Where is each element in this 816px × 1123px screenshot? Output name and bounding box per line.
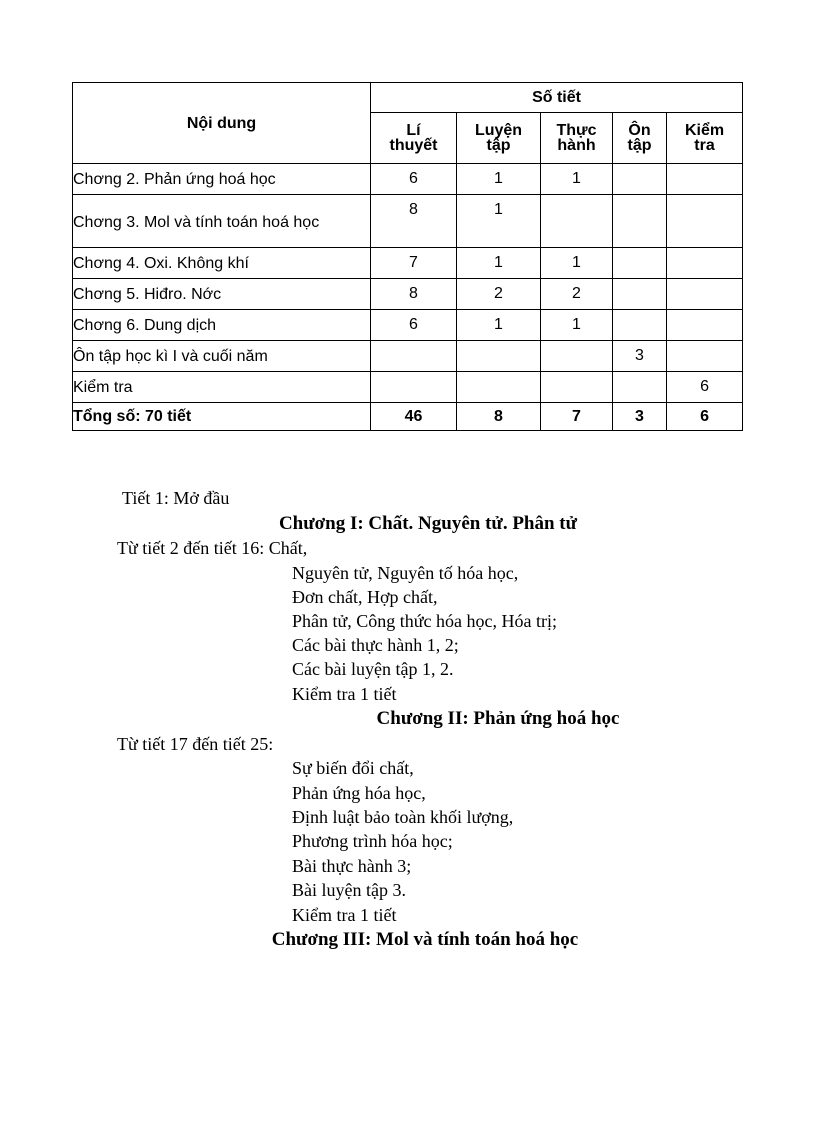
header-lab: Thực hành [541, 113, 613, 164]
cell-value: 1 [457, 164, 541, 195]
cell-value [667, 248, 743, 279]
total-value: 8 [457, 403, 541, 431]
cell-value [541, 341, 613, 372]
chapter-title: Chương II: Phản ứng hoá học [376, 708, 620, 729]
cell-value [613, 164, 667, 195]
cell-value [667, 195, 743, 248]
outline-item: Phản ứng hóa học, [292, 783, 426, 803]
table-row [73, 164, 743, 195]
cell-value: 6 [371, 310, 457, 341]
cell-value [613, 372, 667, 403]
outline-item: Bài luyện tập 3. [292, 880, 406, 900]
cell-value [457, 372, 541, 403]
chapter-title: Chương I: Chất. Nguyên tử. Phân tử [278, 513, 578, 534]
table-row [73, 372, 743, 403]
period-range: Từ tiết 17 đến tiết 25: [117, 734, 274, 754]
cell-value [541, 195, 613, 248]
header-content: Nội dung [73, 83, 371, 164]
cell-value: 8 [371, 195, 457, 248]
intro-line: Tiết 1: Mở đầu [122, 488, 230, 508]
cell-value [667, 341, 743, 372]
cell-value: 1 [541, 310, 613, 341]
cell-value: 1 [541, 248, 613, 279]
outline-item: Các bài thực hành 1, 2; [292, 635, 459, 655]
row-name: Ôn tập học kì I và cuối năm [73, 341, 371, 372]
cell-value [613, 195, 667, 248]
chapter-title: Chương III: Mol và tính toán hoá học [271, 929, 579, 950]
outline-item: Sự biến đổi chất, [292, 758, 414, 778]
cell-value: 1 [541, 164, 613, 195]
total-value: 6 [667, 403, 743, 431]
row-name: Chơng 4. Oxi. Không khí [73, 248, 371, 279]
header-theory: Lí thuyết [371, 113, 457, 164]
row-name: Chơng 5. Hiđro. Nớc [73, 279, 371, 310]
header-periods: Số tiết [371, 83, 743, 113]
header-test: Kiểm tra [667, 113, 743, 164]
total-value: 46 [371, 403, 457, 431]
cell-value: 2 [457, 279, 541, 310]
cell-value: 6 [371, 164, 457, 195]
cell-value [667, 279, 743, 310]
table-row [73, 310, 743, 341]
cell-value: 3 [613, 341, 667, 372]
cell-value [667, 164, 743, 195]
outline-item: Bài thực hành 3; [292, 856, 412, 876]
cell-value [457, 341, 541, 372]
cell-value: 1 [457, 195, 541, 248]
table-row [73, 248, 743, 279]
cell-value: 6 [667, 372, 743, 403]
outline-item: Kiểm tra 1 tiết [292, 905, 397, 925]
cell-value: 7 [371, 248, 457, 279]
outline-item: Định luật bảo toàn khối lượng, [292, 807, 514, 827]
outline-item: Phương trình hóa học; [292, 831, 453, 851]
period-range: Từ tiết 2 đến tiết 16: Chất, [117, 538, 308, 558]
outline-item: Các bài luyện tập 1, 2. [292, 659, 454, 679]
cell-value: 8 [371, 279, 457, 310]
row-name: Kiểm tra [73, 372, 371, 403]
cell-value: 1 [457, 248, 541, 279]
cell-value [613, 248, 667, 279]
table-row [73, 341, 743, 372]
lesson-plan-table [72, 82, 743, 431]
outline-item: Đơn chất, Hợp chất, [292, 587, 438, 607]
table-row [73, 195, 743, 248]
total-label: Tổng số: 70 tiết [73, 403, 371, 431]
cell-value: 1 [457, 310, 541, 341]
table-row [73, 279, 743, 310]
cell-value [541, 372, 613, 403]
cell-value: 2 [541, 279, 613, 310]
cell-value [613, 310, 667, 341]
total-value: 7 [541, 403, 613, 431]
row-name: Chơng 3. Mol và tính toán hoá học [73, 195, 371, 248]
cell-value [371, 341, 457, 372]
outline-item: Kiểm tra 1 tiết [292, 684, 397, 704]
outline-item: Nguyên tử, Nguyên tố hóa học, [292, 563, 519, 583]
outline-item: Phân tử, Công thức hóa học, Hóa trị; [292, 611, 557, 631]
cell-value [667, 310, 743, 341]
row-name: Chơng 6. Dung dịch [73, 310, 371, 341]
cell-value [613, 279, 667, 310]
cell-value [371, 372, 457, 403]
row-name: Chơng 2. Phản ứng hoá học [73, 164, 371, 195]
table-total-row [73, 403, 743, 431]
header-review: Ôn tập [613, 113, 667, 164]
total-value: 3 [613, 403, 667, 431]
header-practice: Luyện tập [457, 113, 541, 164]
